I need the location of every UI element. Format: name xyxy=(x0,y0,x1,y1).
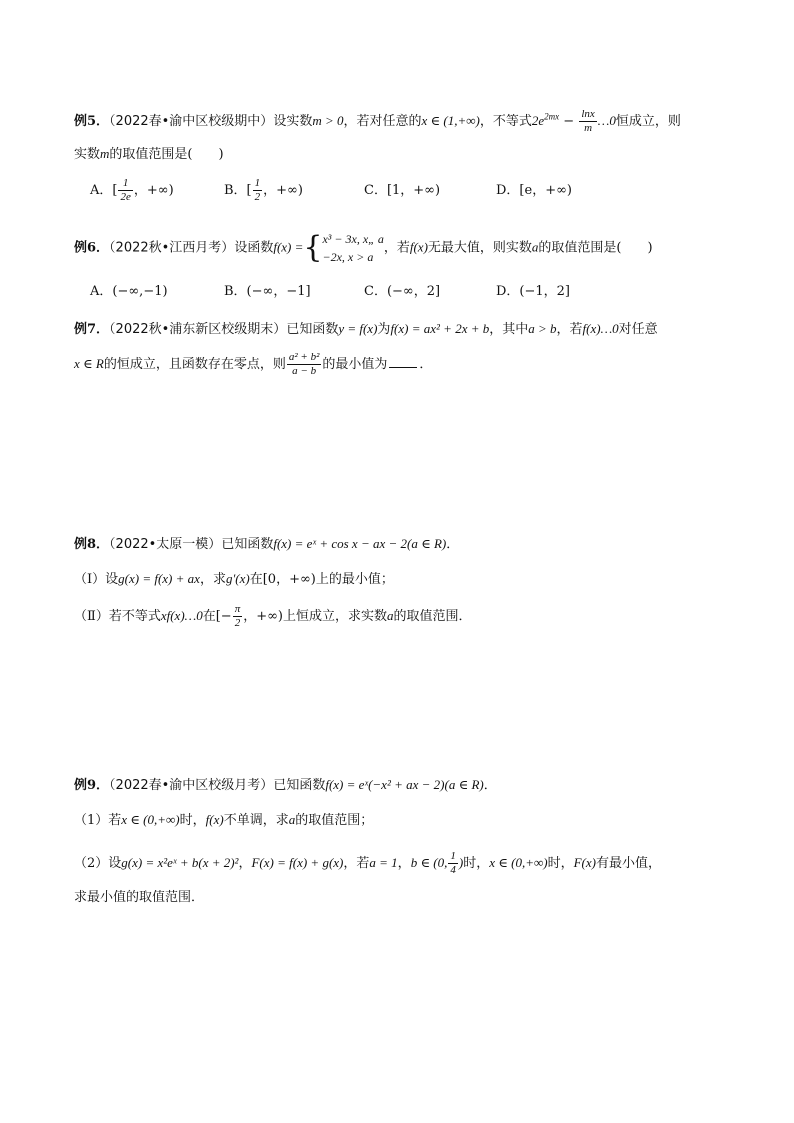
ex5-option-a[interactable] xyxy=(90,178,174,203)
ex5-text: ，若对任意的 xyxy=(343,114,422,129)
ex9-source: （2022春•渝中区校级月考） xyxy=(109,778,274,793)
ex6-function-ref: f(x) xyxy=(409,239,428,255)
brace-glyph: { xyxy=(303,230,323,265)
ex7-text: 已知函数 xyxy=(286,322,339,337)
ex9-p2-b: b ∈ (0, xyxy=(410,855,448,870)
frac-den: 2 xyxy=(254,191,261,203)
ex9-label: 例9． xyxy=(74,778,110,793)
ex6-option-d[interactable]: D．(−1，2] xyxy=(496,284,571,299)
ex9-p2-label: （2）设 xyxy=(74,856,122,871)
ex7-inequality: f(x)…0 xyxy=(582,321,619,336)
ex5-line1 xyxy=(74,109,681,134)
ex6-function: f(x) = xyxy=(273,239,304,255)
ex7-frac-den: a − b xyxy=(292,365,317,377)
ex8-text: 在[− xyxy=(202,609,232,624)
ex5-line2 xyxy=(74,147,224,161)
ex8-var: a xyxy=(387,608,394,623)
ex9-text: 时， xyxy=(463,856,490,871)
frac-num: 1 xyxy=(450,850,456,862)
ex5-condition: m > 0 xyxy=(312,113,344,128)
ex9-text: 已知函数 xyxy=(273,778,326,793)
ex8-part1 xyxy=(74,572,394,586)
option-label: D．[e，+∞) xyxy=(496,183,572,198)
frac-num: 1 xyxy=(254,177,261,189)
option-label: A．[ xyxy=(90,183,118,198)
option-label: C．[1，+∞) xyxy=(364,183,441,198)
ex6-source: （2022秋•江西月考） xyxy=(109,240,235,256)
ex5-frac-num: lnx xyxy=(581,108,595,120)
ex8-p1-g: g(x) = f(x) + ax xyxy=(118,571,200,586)
option-rest: ，+∞) xyxy=(133,183,174,198)
ex7-domain: x ∈ R xyxy=(74,356,104,371)
ex8-end: ． xyxy=(446,537,460,552)
ex8-text: ，+∞)上恒成立，求实数 xyxy=(243,609,387,624)
ex5-var: m xyxy=(100,146,110,161)
ex8-source: （2022•太原一模） xyxy=(109,537,222,552)
ex7-label: 例7． xyxy=(74,322,110,337)
ex8-text: ，求 xyxy=(199,572,226,587)
ex7-text: 为 xyxy=(377,322,391,337)
frac-num: 1 xyxy=(118,178,132,191)
ex6-option-c[interactable]: C．(−∞，2] xyxy=(364,284,441,299)
ex6-piece-1: x³ − 3x, x„ a xyxy=(322,232,384,246)
ex5-frac-den: m xyxy=(584,122,593,134)
ex9-p2-F: F(x) = f(x) + g(x) xyxy=(251,855,344,870)
ex8-definition: f(x) = eˣ + cos x − ax − 2(a ∈ R) xyxy=(273,536,447,551)
option-label: B．[ xyxy=(224,183,252,198)
ex9-p1-label: （1）若 xyxy=(74,813,122,828)
ex5-text: 恒成立，则 xyxy=(615,114,681,129)
ex8-label: 例8． xyxy=(74,537,110,552)
ex7-function: y = f(x) xyxy=(338,321,378,336)
ex7-end: ． xyxy=(419,357,433,372)
ex5-domain: x ∈ (1,+∞) xyxy=(421,113,480,128)
ex8-p2-label: （Ⅱ）若不等式 xyxy=(74,609,161,624)
ex5-label: 例5． xyxy=(74,114,110,129)
ex9-line3 xyxy=(74,891,204,904)
ex9-p2-tail: 有最小值， xyxy=(595,856,661,871)
ex9-sep: ， xyxy=(397,856,411,871)
ex5-source: （2022春•渝中区校级期中） xyxy=(109,114,274,129)
ex7-text: 对任意 xyxy=(618,322,658,337)
ex9-part1 xyxy=(74,813,373,827)
ex7-line2 xyxy=(74,352,432,377)
ex5-question: 的取值范围是( ) xyxy=(109,147,224,162)
ex9-text: ，若 xyxy=(343,856,370,871)
ex6-text: ，若 xyxy=(383,240,410,256)
ex6-text: 无最大值，则实数 xyxy=(427,240,532,256)
option-rest: ，+∞) xyxy=(263,183,303,198)
ex7-text: 的恒成立，且函数存在零点，则 xyxy=(103,357,286,372)
ex5-text: 设实数 xyxy=(273,114,313,129)
ex5-minus: − xyxy=(559,114,579,129)
ex9-p1-function: f(x) xyxy=(205,812,224,827)
ex8-p2-inequality: xf(x)…0 xyxy=(160,608,203,623)
ex9-p2-fraction xyxy=(448,851,458,876)
ex5-fraction xyxy=(579,109,596,134)
ex9-var: a xyxy=(288,812,296,827)
ex5-text: 实数 xyxy=(74,147,101,162)
ex5-option-c[interactable] xyxy=(364,184,440,197)
ex5-inequality-right: …0 xyxy=(597,113,616,128)
ex6-piecewise xyxy=(303,230,383,266)
ex7-condition: a > b xyxy=(528,321,557,336)
ex9-p2-g: g(x) = x²eˣ + b(x + 2)² xyxy=(121,855,239,870)
ex9-end: ． xyxy=(483,778,497,793)
ex8-p2-tail: 的取值范围． xyxy=(393,609,472,624)
ex5-inequality: 2e xyxy=(531,113,545,128)
ex6-question: 的取值范围是( ) xyxy=(538,240,653,256)
ex8-p1-label: （Ⅰ）设 xyxy=(74,572,119,587)
ex9-definition: f(x) = eˣ(−x² + ax − 2)(a ∈ R) xyxy=(325,777,484,792)
ex9-close: ) xyxy=(458,855,464,870)
ex8-line1 xyxy=(74,537,459,551)
ex9-text: 时， xyxy=(547,856,574,871)
answer-blank[interactable] xyxy=(389,367,417,368)
ex8-p1-derivative: g′(x) xyxy=(225,571,250,586)
ex5-option-d[interactable] xyxy=(496,184,572,197)
ex5-exponent: 2mx xyxy=(544,111,560,122)
ex7-source: （2022秋•浦东新区校级期末） xyxy=(109,322,287,337)
ex9-text: 时， xyxy=(179,813,206,828)
ex8-p1-tail: 在[0，+∞)上的最小值； xyxy=(249,572,394,587)
ex7-text: ，若 xyxy=(556,322,583,337)
ex9-p1-domain: x ∈ (0,+∞) xyxy=(121,812,180,827)
ex9-text: 不单调，求 xyxy=(223,813,289,828)
ex7-fraction xyxy=(287,352,322,377)
ex6-piece-2: −2x, x > a xyxy=(322,250,374,264)
frac-num: π xyxy=(234,603,241,615)
ex6-line1 xyxy=(74,230,653,266)
ex9-p2-F-ref: F(x) xyxy=(573,855,596,870)
ex9-p1-tail: 的取值范围； xyxy=(295,813,374,828)
ex7-definition: f(x) = ax² + 2x + b xyxy=(390,321,490,336)
ex9-question: 求最小值的取值范围． xyxy=(74,890,205,905)
ex8-text: 已知函数 xyxy=(221,537,274,552)
option-fraction xyxy=(253,178,263,203)
ex5-option-b[interactable] xyxy=(224,178,303,203)
frac-den: 2e xyxy=(120,191,131,203)
ex7-text: ，其中 xyxy=(489,322,529,337)
ex6-option-a[interactable]: A．(−∞,−1) xyxy=(90,284,168,299)
ex9-part2 xyxy=(74,851,661,876)
ex6-label: 例6． xyxy=(74,240,110,256)
ex8-p2-fraction xyxy=(233,604,243,629)
ex5-text: ，不等式 xyxy=(479,114,532,129)
ex9-line1 xyxy=(74,778,497,792)
frac-den: 4 xyxy=(450,864,456,876)
ex6-pieces xyxy=(322,230,383,266)
ex6-option-b[interactable]: B．(−∞，−1] xyxy=(224,284,311,299)
ex6-var: a xyxy=(531,239,539,255)
ex8-part2 xyxy=(74,604,472,629)
frac-den: 2 xyxy=(234,617,241,629)
ex9-sep: ， xyxy=(238,856,252,871)
ex9-p2-domain: x ∈ (0,+∞) xyxy=(489,855,548,870)
ex9-p2-a: a = 1 xyxy=(369,855,398,870)
option-fraction xyxy=(118,178,132,203)
ex7-question: 的最小值为 xyxy=(322,357,388,372)
ex7-frac-num: a² + b² xyxy=(288,351,320,363)
ex6-text: 设函数 xyxy=(234,240,274,256)
ex7-line1 xyxy=(74,322,658,336)
